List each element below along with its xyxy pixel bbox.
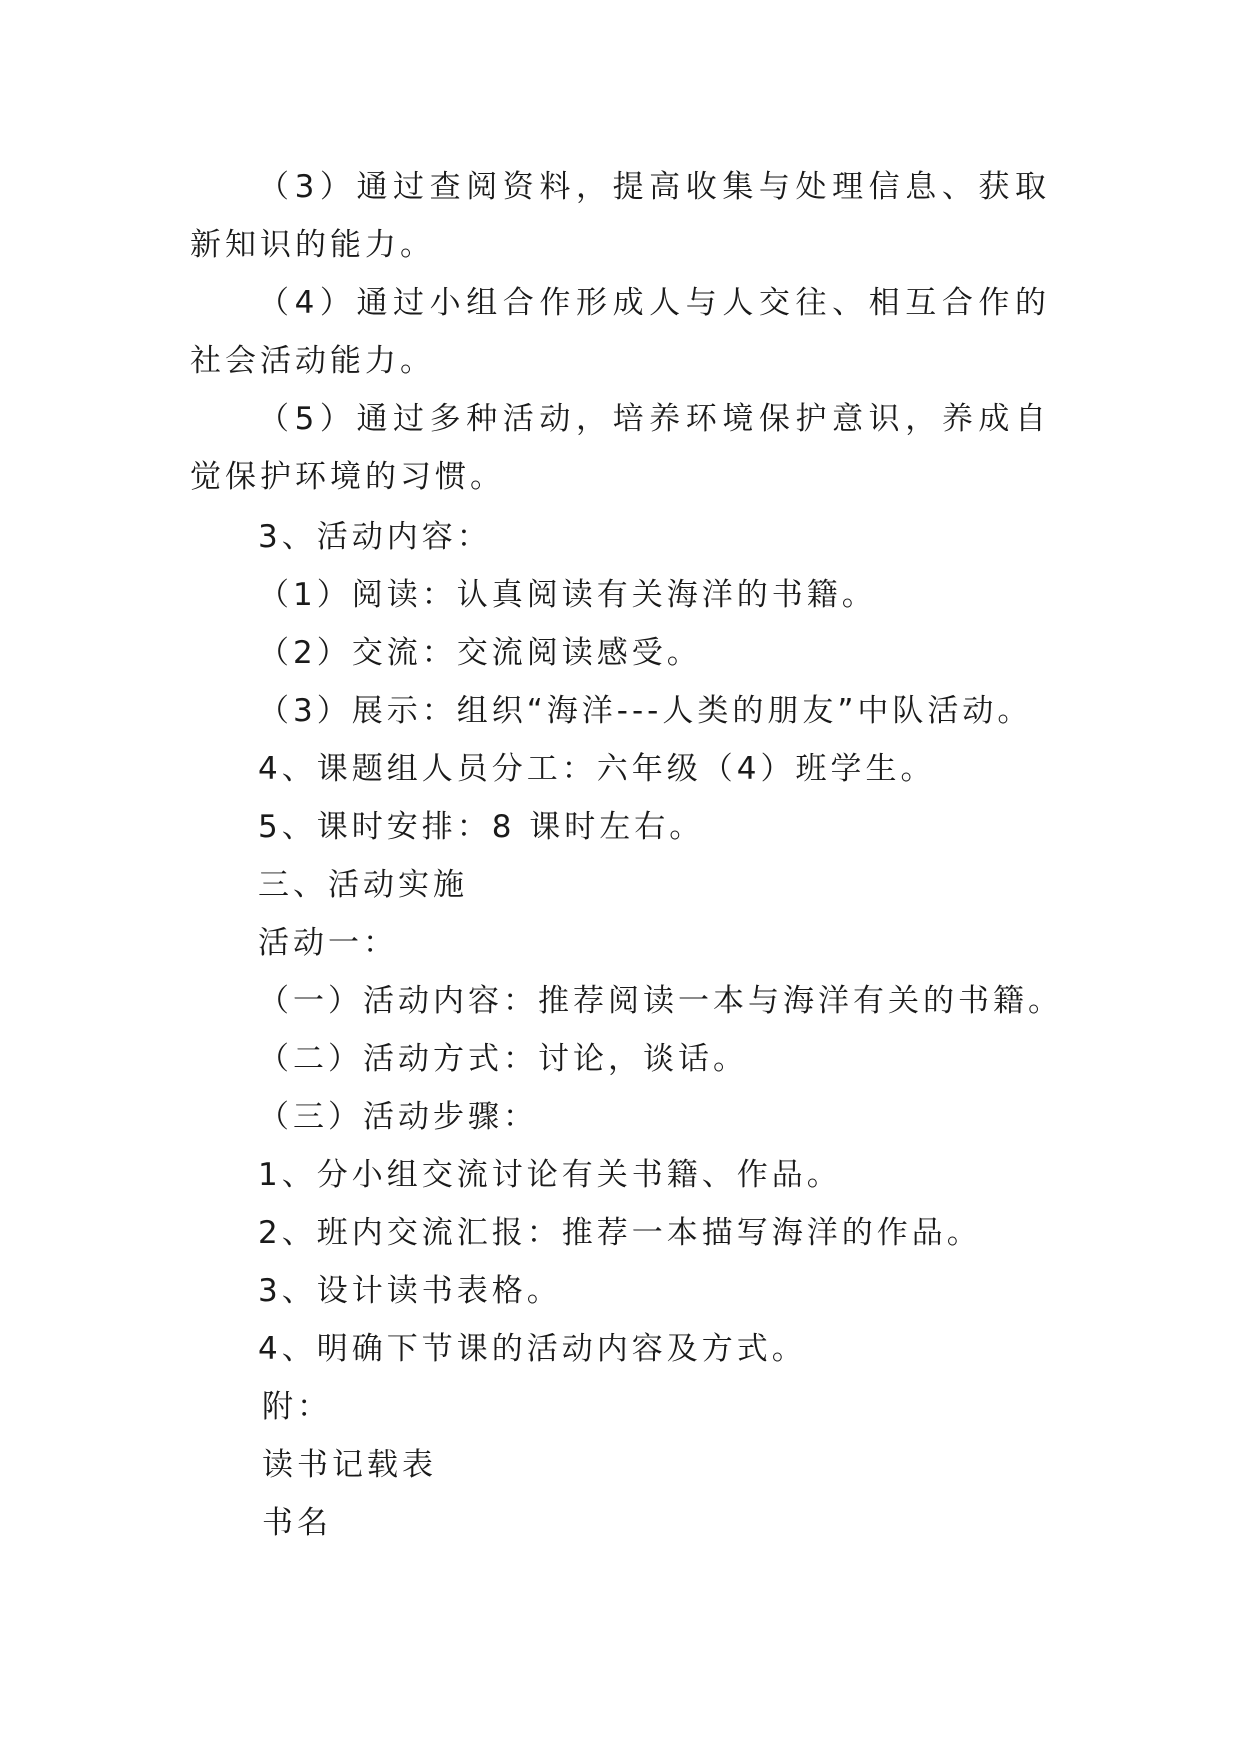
section-heading-team-division: 4、课题组人员分工：六年级（4）班学生。 (258, 751, 936, 787)
step-item-4: 4、明确下节课的活动内容及方式。 (258, 1331, 807, 1367)
appendix-label: 附： (262, 1389, 332, 1425)
content-item-showcase: （3）展示：组织“海洋---人类的朋友”中队活动。 (258, 693, 1033, 729)
section-heading-activity-content: 3、活动内容： (258, 519, 492, 555)
activity-one-method: （二）活动方式：讨论，谈话。 (258, 1041, 748, 1077)
objective-paragraph-3: （3）通过查阅资料，提高收集与处理信息、获取新知识的能力。 (190, 169, 1050, 263)
step-item-3: 3、设计读书表格。 (258, 1273, 562, 1309)
section-heading-schedule: 5、课时安排：8 课时左右。 (258, 809, 705, 845)
section-heading-implementation: 三、活动实施 (258, 867, 468, 903)
content-item-reading: （1）阅读：认真阅读有关海洋的书籍。 (258, 577, 877, 613)
objective-paragraph-5: （5）通过多种活动，培养环境保护意识，养成自觉保护环境的习惯。 (190, 401, 1050, 495)
reading-record-table-title: 读书记载表 (262, 1447, 437, 1483)
step-item-2: 2、班内交流汇报：推荐一本描写海洋的作品。 (258, 1215, 982, 1251)
objective-paragraph-4: （4）通过小组合作形成人与人交往、相互合作的社会活动能力。 (190, 285, 1050, 379)
book-name-label: 书名 (262, 1505, 332, 1541)
content-item-exchange: （2）交流：交流阅读感受。 (258, 635, 702, 671)
activity-one-content: （一）活动内容：推荐阅读一本与海洋有关的书籍。 (258, 983, 1063, 1019)
activity-one-steps-heading: （三）活动步骤： (258, 1099, 538, 1135)
step-item-1: 1、分小组交流讨论有关书籍、作品。 (258, 1157, 842, 1193)
activity-one-heading: 活动一： (258, 925, 398, 961)
